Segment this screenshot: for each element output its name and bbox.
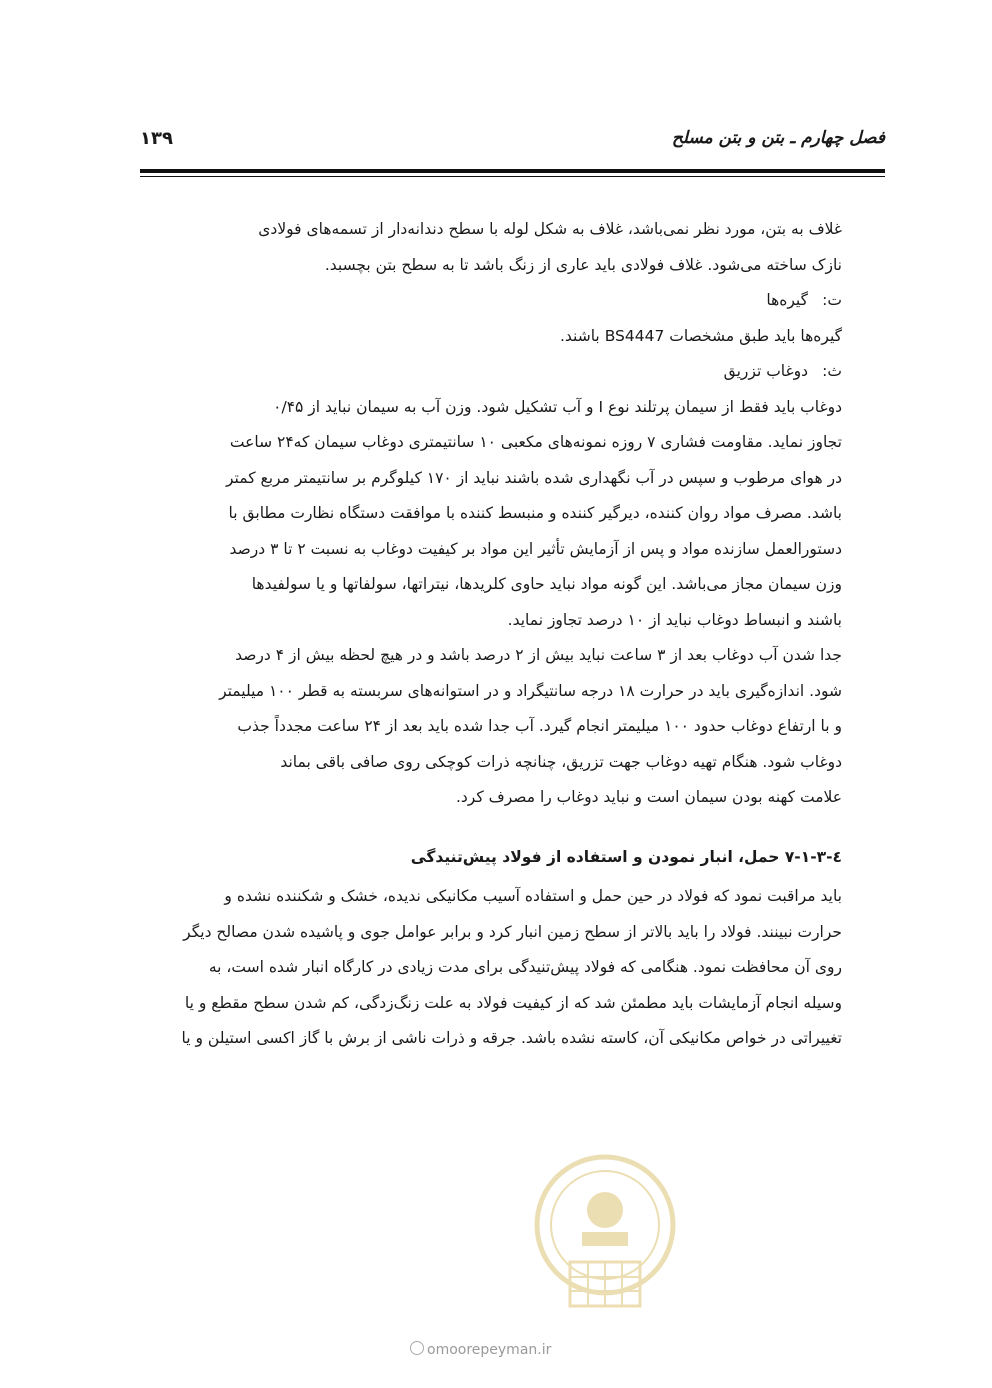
paragraph-steel-handling [140,879,842,1057]
list-item-clamps [140,283,842,319]
text-line: علامت کهنه بودن سیمان است و نباید دوغاب را مصرف کرد. [455,788,842,806]
page-number: ۱۳۹ [140,128,173,149]
text-line: تجاوز نماید. مقاومت فشاری ۷ روزه نمونه‌های مکعبی ۱۰ سانتیمتری دوغاب سیمان که۲۴ ساعت [229,433,842,451]
list-item-grout [140,354,842,390]
header-rule-thick [140,169,885,173]
paragraph-bleeding [140,638,842,816]
paragraph-sleeve [140,212,842,283]
section-heading: ٤-۷-۱-۳ حمل، انبار نمودن و استفاده از فولاد پیش‌تنیدگی [410,847,842,866]
list-marker: ت: [822,291,842,309]
page-body [140,212,842,1057]
text-line: باشند و انبساط دوغاب نباید از ۱۰ درصد تجاوز نماید. [507,610,842,629]
header-rule-thin [140,176,885,177]
text-line: وسیله انجام آزمایشات باید مطمئن شد که از کیفیت فولاد به علت زنگ‌زدگی، کم شدن سطح مقطع و یا [184,993,842,1012]
text-line: گیره‌ها باید طبق مشخصات BS4447 باشند. [559,326,842,345]
list-item-label: دوغاب تزریق [723,362,808,380]
text-line: دستورالعمل سازنده مواد و پس از آزمایش تأثیر این مواد بر کیفیت دوغاب به نسبت ۲ تا ۳ درصد [229,539,842,558]
text-line: جدا شدن آب دوغاب بعد از ۳ ساعت نباید بیش از ۲ درصد باشد و در هیچ لحظه بیش از ۴ درصد [235,646,842,664]
text-line: و با ارتفاع دوغاب حدود ۱۰۰ میلیمتر انجام گیرد. آب جدا شده باید بعد از ۲۴ ساعت مجدداً جذب [237,717,842,735]
paragraph-clamps [140,319,842,355]
text-line: در هوای مرطوب و سپس در آب نگهداری شده باشند نباید از ۱۷۰ کیلوگرم بر سانتیمتر مربع کمتر [226,468,842,487]
text-line: تغییراتی در خواص مکانیکی آن، کاسته نشده باشد. جرقه و ذرات ناشی از برش با گاز اکسی استیلن و یا [181,1029,842,1047]
text-line: نازک ساخته می‌شود. غلاف فولادی باید عاری از زنگ باشد تا به سطح بتن بچسبد. [324,255,842,274]
text-line: وزن سیمان مجاز می‌باشد. این گونه مواد نباید حاوی کلریدها، نیتراتها، سولفاتها و یا سولفیدها [251,575,842,593]
chapter-title: فصل چهارم ـ بتن و بتن مسلح [671,128,885,148]
at-icon [410,1341,424,1355]
watermark-logo [530,1150,680,1315]
watermark-text: omoorepeyman.ir [427,1342,552,1358]
text-line: شود. اندازه‌گیری باید در حرارت ۱۸ درجه سانتیگراد و در استوانه‌های سربسته به قطر ۱۰۰ میلیمتر [219,681,842,700]
text-line: حرارت نبینند. فولاد را باید بالاتر از سطح زمین انبار کرد و برابر عوامل جوی و پاشیده شدن مصالح دیگر [183,922,842,941]
page-header [140,128,885,158]
list-item-label: گیره‌ها [766,291,808,309]
text-line: باید مراقبت نمود که فولاد در حین حمل و استفاده آسیب مکانیکی ندیده، خشک و شکننده نشده و [224,887,842,905]
watermark-url [410,1341,551,1358]
text-line: باشد. مصرف مواد روان کننده، دیرگیر کننده و منبسط کننده با موافقت دستگاه نظارت مطابق با [228,504,842,522]
text-line: غلاف به بتن، مورد نظر نمی‌باشد، غلاف به شکل لوله با سطح دندانه‌دار از تسمه‌های فولادی [258,220,842,238]
paragraph-grout [140,390,842,639]
text-line: روی آن محافظت نمود. هنگامی که فولاد پیش‌تنیدگی برای مدت زیادی در کارگاه انبار شده است، به [208,958,842,976]
text-line: دوغاب باید فقط از سیمان پرتلند نوع I و آب تشکیل شود. وزن آب به سیمان نباید از ۰/۴۵ [273,397,842,416]
text-line: دوغاب شود. هنگام تهیه دوغاب جهت تزریق، چنانچه ذرات کوچکی روی صافی باقی بماند [280,752,842,771]
list-marker: ث: [822,362,842,380]
